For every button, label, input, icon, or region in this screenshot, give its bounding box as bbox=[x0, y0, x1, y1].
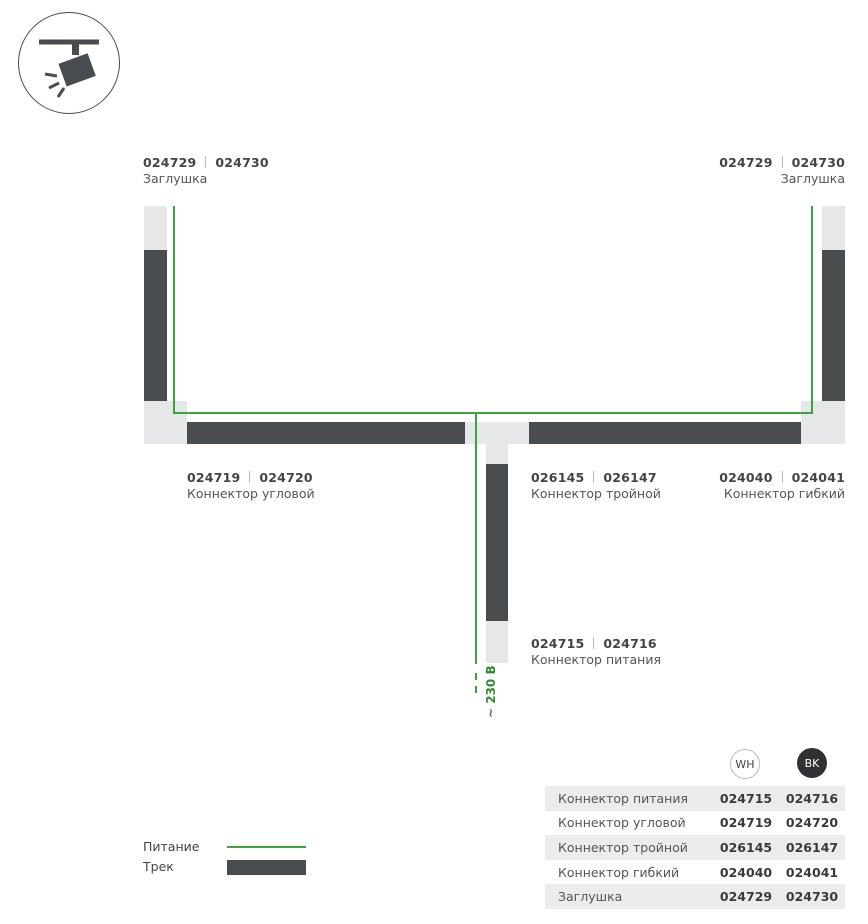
voltage-label: ~ 230 В bbox=[484, 665, 498, 718]
code-wh: 024715 bbox=[531, 636, 585, 651]
table-row bbox=[545, 786, 845, 811]
track-horizontal-right bbox=[529, 422, 801, 444]
row-code-wh: 024729 bbox=[719, 889, 773, 905]
label-name: Коннектор тройной bbox=[531, 486, 661, 501]
legend-track-bar bbox=[227, 860, 306, 875]
code-bk: 024720 bbox=[259, 470, 313, 485]
label-name: Заглушка bbox=[780, 171, 845, 186]
code-wh: 024719 bbox=[187, 470, 241, 485]
label-name: Коннектор гибкий bbox=[723, 486, 845, 501]
badge-black: BK bbox=[797, 748, 827, 778]
code-bk: 026147 bbox=[603, 470, 657, 485]
table-row bbox=[545, 884, 845, 909]
track-horizontal-left bbox=[187, 422, 465, 444]
code-bk: 024041 bbox=[791, 470, 845, 485]
track-left-vertical bbox=[144, 250, 167, 401]
code-wh: 026145 bbox=[531, 470, 585, 485]
tee-connector-stem bbox=[486, 444, 508, 464]
row-code-bk: 024730 bbox=[785, 889, 839, 905]
row-name: Коннектор гибкий bbox=[558, 864, 680, 880]
code-wh: 024729 bbox=[719, 155, 773, 170]
label-name: Заглушка bbox=[143, 171, 208, 186]
power-line-dash-2 bbox=[475, 686, 477, 693]
label-name: Коннектор питания bbox=[531, 652, 661, 667]
end-cap-right bbox=[822, 206, 845, 250]
label-flex bbox=[719, 470, 845, 502]
end-cap-left bbox=[144, 206, 167, 250]
power-line-dash-1 bbox=[475, 673, 477, 680]
legend-power-line bbox=[227, 846, 306, 848]
row-code-bk: 026147 bbox=[785, 839, 839, 855]
power-line-right bbox=[811, 206, 813, 414]
legend-track-label: Трек bbox=[143, 859, 174, 874]
table-row bbox=[545, 860, 845, 885]
code-wh: 024729 bbox=[143, 155, 197, 170]
track-stem bbox=[486, 464, 508, 621]
code-bk: 024716 bbox=[603, 636, 657, 651]
table-row bbox=[545, 835, 845, 860]
track-spotlight-icon bbox=[18, 12, 120, 114]
row-code-wh: 026145 bbox=[719, 839, 773, 855]
power-line-left bbox=[173, 206, 175, 414]
row-code-bk: 024720 bbox=[785, 815, 839, 831]
article-table bbox=[545, 786, 845, 909]
code-bk: 024730 bbox=[791, 155, 845, 170]
label-cap-left bbox=[143, 155, 269, 187]
flex-connector-right bbox=[801, 401, 845, 444]
label-cap-right bbox=[719, 155, 845, 187]
power-line-horizontal bbox=[173, 412, 813, 414]
row-code-bk: 024041 bbox=[785, 864, 839, 880]
label-corner bbox=[187, 470, 315, 502]
row-name: Коннектор тройной bbox=[558, 839, 688, 855]
row-name: Коннектор питания bbox=[558, 790, 688, 806]
legend-power-label: Питание bbox=[143, 839, 200, 854]
power-line-stem bbox=[475, 412, 477, 664]
table-row bbox=[545, 811, 845, 836]
row-code-wh: 024715 bbox=[719, 790, 773, 806]
power-connector bbox=[486, 621, 508, 663]
row-name: Коннектор угловой bbox=[558, 815, 686, 831]
code-bk: 024730 bbox=[215, 155, 269, 170]
label-tee bbox=[531, 470, 661, 502]
row-code-bk: 024716 bbox=[785, 790, 839, 806]
code-wh: 024040 bbox=[719, 470, 773, 485]
corner-connector-left bbox=[144, 401, 187, 444]
row-code-wh: 024719 bbox=[719, 815, 773, 831]
badge-white: WH bbox=[730, 749, 760, 779]
row-code-wh: 024040 bbox=[719, 864, 773, 880]
row-name: Заглушка bbox=[558, 889, 623, 905]
track-right-vertical bbox=[822, 250, 845, 401]
label-power bbox=[531, 636, 661, 668]
label-name: Коннектор угловой bbox=[187, 486, 315, 501]
